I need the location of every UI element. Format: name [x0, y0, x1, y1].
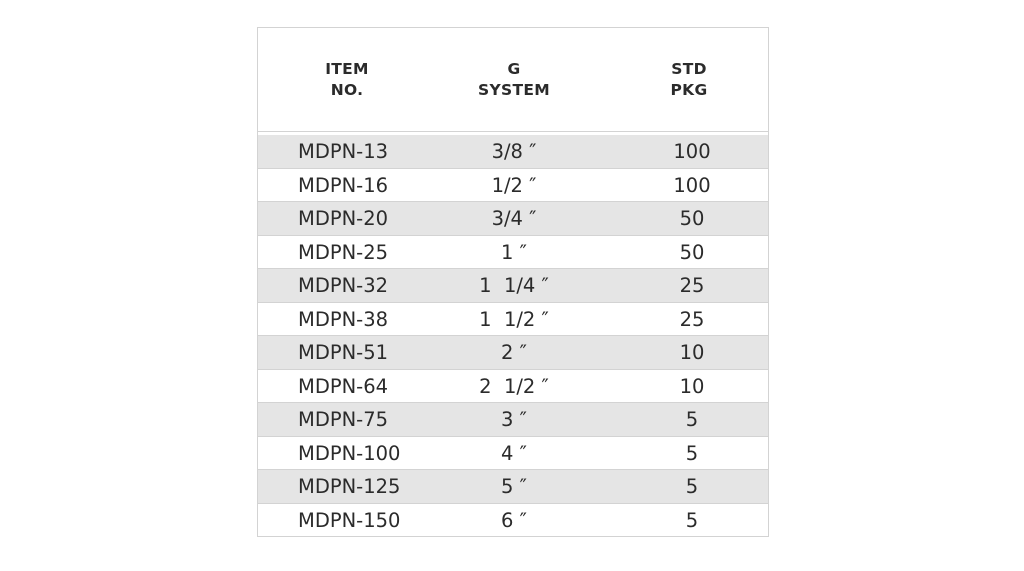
item-no-cell: MDPN-125	[298, 475, 401, 498]
g-system-cell: 4 ″	[501, 441, 527, 465]
product-table	[257, 27, 769, 537]
g-system-cell: 1 1/2 ″	[479, 307, 549, 331]
item-no-cell: MDPN-51	[298, 341, 389, 364]
item-no-cell: MDPN-150	[298, 508, 401, 532]
g-system-cell: 1 1/4 ″	[479, 274, 549, 297]
std-pkg-cell: 5	[685, 408, 699, 431]
header-item-no: ITEM NO.	[325, 60, 369, 99]
g-system-cell: 2 1/2 ″	[479, 374, 549, 398]
g-system-cell: 3/4 ″	[491, 207, 537, 230]
table-row	[258, 202, 768, 236]
item-no-cell: MDPN-13	[298, 140, 389, 163]
table-row	[258, 135, 768, 169]
std-pkg-cell: 5	[685, 508, 699, 532]
table-row	[258, 437, 768, 471]
g-system-cell: 6 ″	[501, 508, 527, 532]
header-std-pkg: STD PKG	[670, 60, 708, 99]
table-row	[258, 236, 768, 270]
g-system-cell: 1/2 ″	[491, 173, 537, 197]
item-no-cell: MDPN-20	[298, 207, 389, 230]
table-row	[258, 504, 768, 538]
header-g-system: G SYSTEM	[478, 60, 550, 99]
table-body	[258, 135, 768, 537]
table-row	[258, 470, 768, 504]
std-pkg-cell: 10	[679, 341, 705, 364]
item-no-cell: MDPN-16	[298, 173, 389, 197]
std-pkg-cell: 5	[685, 475, 699, 498]
table-header	[258, 28, 768, 132]
item-no-cell: MDPN-64	[298, 374, 389, 398]
table-row	[258, 403, 768, 437]
item-no-cell: MDPN-100	[298, 441, 401, 465]
item-no-cell: MDPN-32	[298, 274, 389, 297]
table-row	[258, 370, 768, 404]
table-row	[258, 336, 768, 370]
std-pkg-cell: 25	[679, 307, 705, 331]
g-system-cell: 3/8 ″	[491, 140, 537, 163]
std-pkg-cell: 25	[679, 274, 705, 297]
table-row	[258, 169, 768, 203]
std-pkg-cell: 5	[685, 441, 699, 465]
g-system-cell: 3 ″	[501, 408, 527, 431]
table-row	[258, 269, 768, 303]
std-pkg-cell: 10	[679, 374, 705, 398]
g-system-cell: 2 ″	[501, 341, 527, 364]
g-system-cell: 1 ″	[501, 240, 527, 264]
std-pkg-cell: 50	[679, 240, 705, 264]
table-row	[258, 303, 768, 337]
item-no-cell: MDPN-25	[298, 240, 389, 264]
item-no-cell: MDPN-38	[298, 307, 389, 331]
std-pkg-cell: 50	[679, 207, 705, 230]
item-no-cell: MDPN-75	[298, 408, 389, 431]
std-pkg-cell: 100	[673, 140, 711, 163]
std-pkg-cell: 100	[673, 173, 711, 197]
g-system-cell: 5 ″	[501, 475, 527, 498]
